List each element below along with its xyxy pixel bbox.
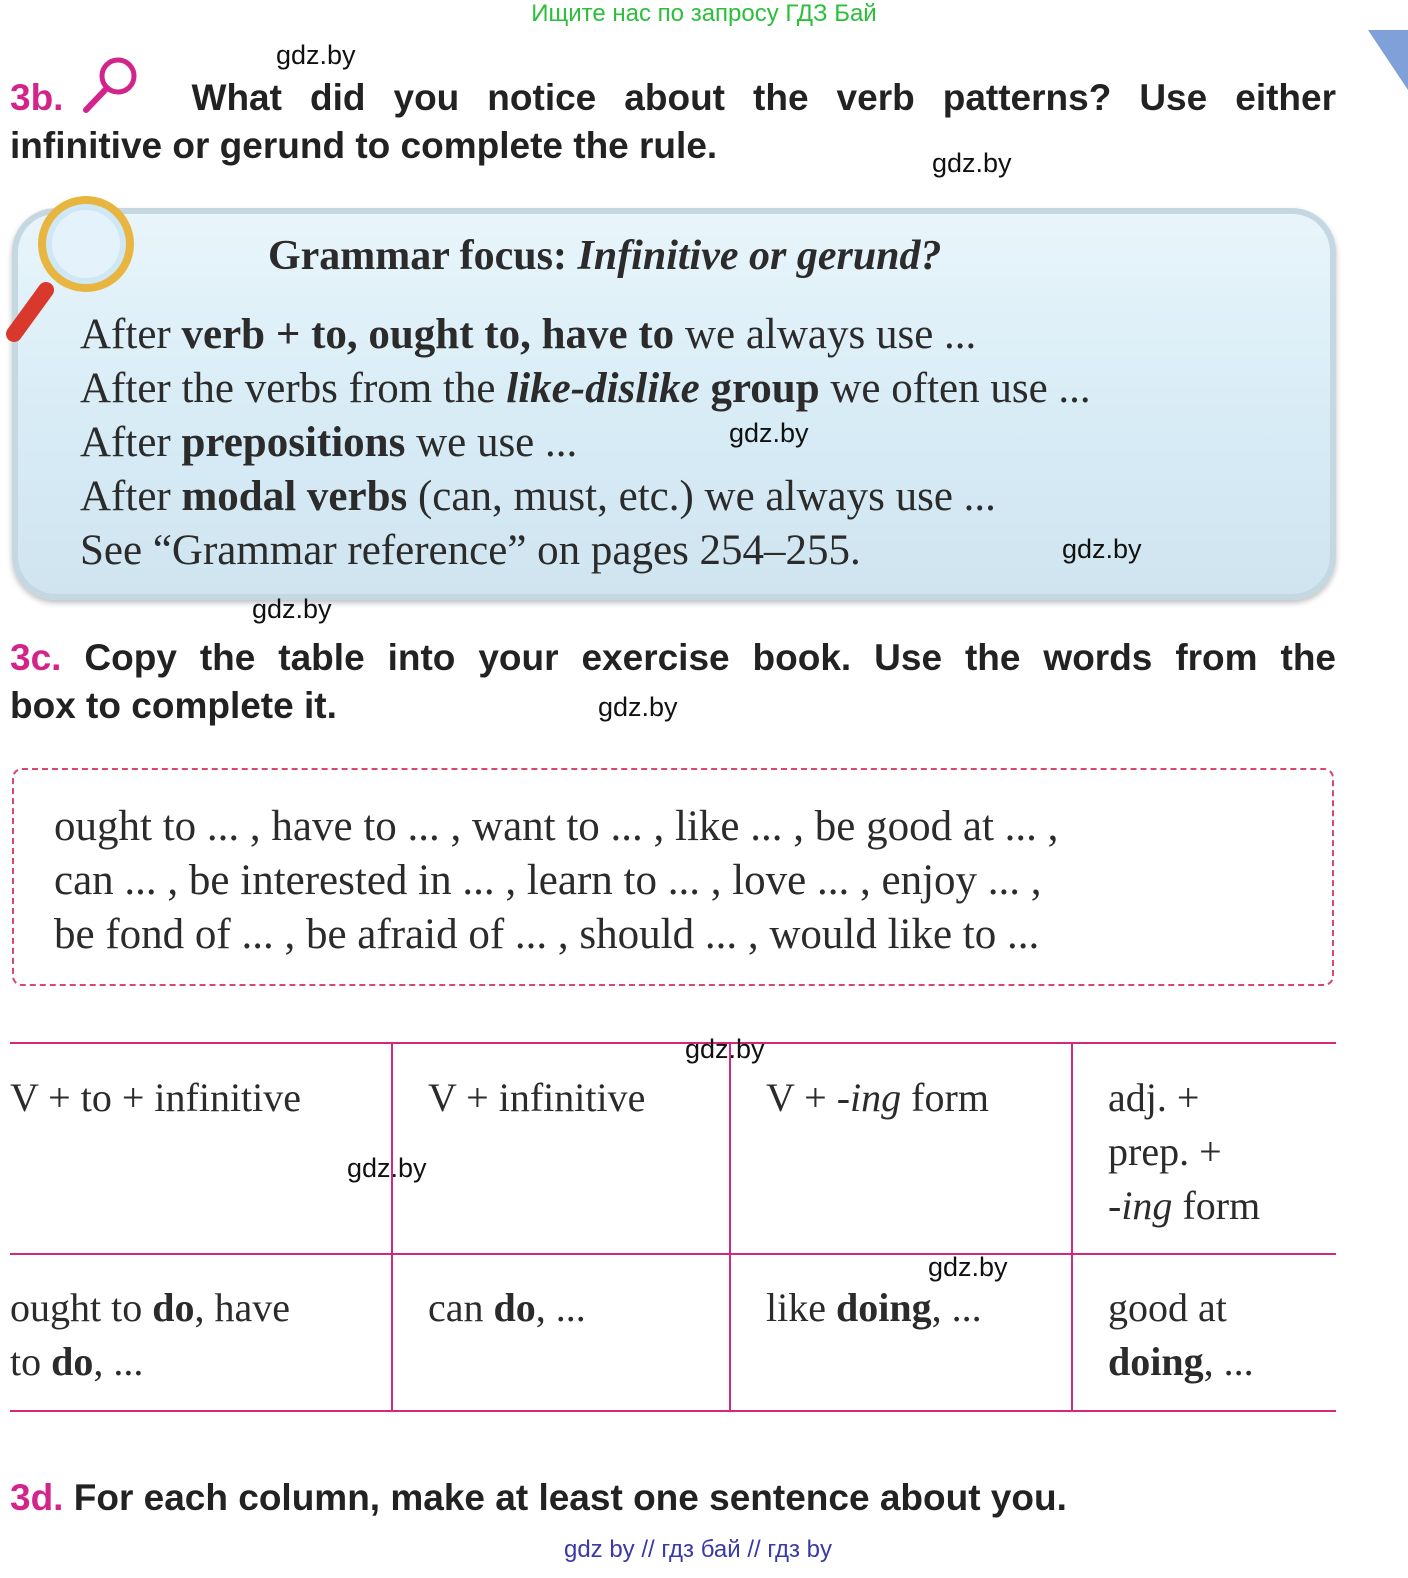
table-header-col1: V + to + infinitive [10, 1075, 302, 1120]
table-header-col3: V + -ing form [766, 1075, 989, 1120]
watermark: gdz.by [729, 418, 809, 448]
verb-pattern-table [10, 1042, 1336, 1414]
table-line [10, 1410, 1336, 1412]
task-3b-line2: infinitive or gerund to complete the rule. [10, 125, 718, 166]
footer-links[interactable]: gdz by // гдз бай // гдз by [563, 1536, 833, 1563]
rule-line-1: After verb + to, ought to, have to we always use ... [80, 311, 977, 358]
table-line [1071, 1042, 1073, 1412]
watermark: gdz.by [932, 148, 1012, 178]
watermark: gdz.by [1062, 534, 1142, 564]
grammar-focus-title: Grammar focus: Infinitive or gerund? [268, 233, 942, 279]
word-box-line-3: be fond of ... , be afraid of ... , should ... , would like to ... [54, 911, 1040, 958]
grammar-reference-line: See “Grammar reference” on pages 254–255. [80, 527, 861, 574]
watermark: gdz.by [928, 1252, 1008, 1282]
table-cell-col1: ought to do, have to do, ... [10, 1285, 290, 1384]
task-3d: 3d. For each column, make at least one sentence about you. [10, 1477, 1067, 1518]
watermark: gdz.by [252, 594, 332, 624]
table-line [391, 1042, 393, 1412]
corner-decoration-icon [1368, 30, 1408, 90]
magnifier-icon [80, 54, 142, 116]
rule-line-2: After the verbs from the like-dislike group we often use ... [80, 365, 1091, 412]
watermark: gdz.by [276, 40, 356, 70]
table-line [10, 1042, 1336, 1044]
table-header-col4: adj. + prep. + -ing form [1108, 1075, 1261, 1228]
task-3c-line2: box to complete it. [10, 685, 337, 726]
task-3b-number: 3b. [10, 77, 64, 118]
top-banner[interactable]: Ищите нас по запросу ГДЗ Бай [531, 0, 877, 27]
watermark: gdz.by [347, 1153, 427, 1183]
table-cell-col2: can do, ... [428, 1285, 586, 1330]
watermark: gdz.by [598, 692, 678, 722]
table-cell-col3: like doing, ... [766, 1285, 982, 1330]
rule-line-4: After modal verbs (can, must, etc.) we always use ... [80, 473, 996, 520]
table-line [10, 1253, 1336, 1255]
task-3c-line1: 3c. Copy the table into your exercise book. Use the words from the [10, 637, 1337, 678]
task-3c-number: 3c. [10, 637, 62, 678]
table-header-col2: V + infinitive [428, 1075, 646, 1120]
task-3b [10, 74, 1336, 170]
rule-line-3: After prepositions we use ... [80, 419, 578, 466]
table-line [729, 1042, 731, 1412]
task-3b-line1: 3b. What did you notice about the verb patterns? Use either [10, 77, 1336, 118]
table-cell-col4: good at doing, ... [1108, 1285, 1254, 1384]
word-box-line-2: can ... , be interested in ... , learn to ... , love ... , enjoy ... , [54, 857, 1042, 904]
watermark: gdz.by [685, 1034, 765, 1064]
task-3d-number: 3d. [10, 1477, 64, 1518]
word-box-line-1: ought to ... , have to ... , want to ... , like ... , be good at ... , [54, 803, 1059, 850]
